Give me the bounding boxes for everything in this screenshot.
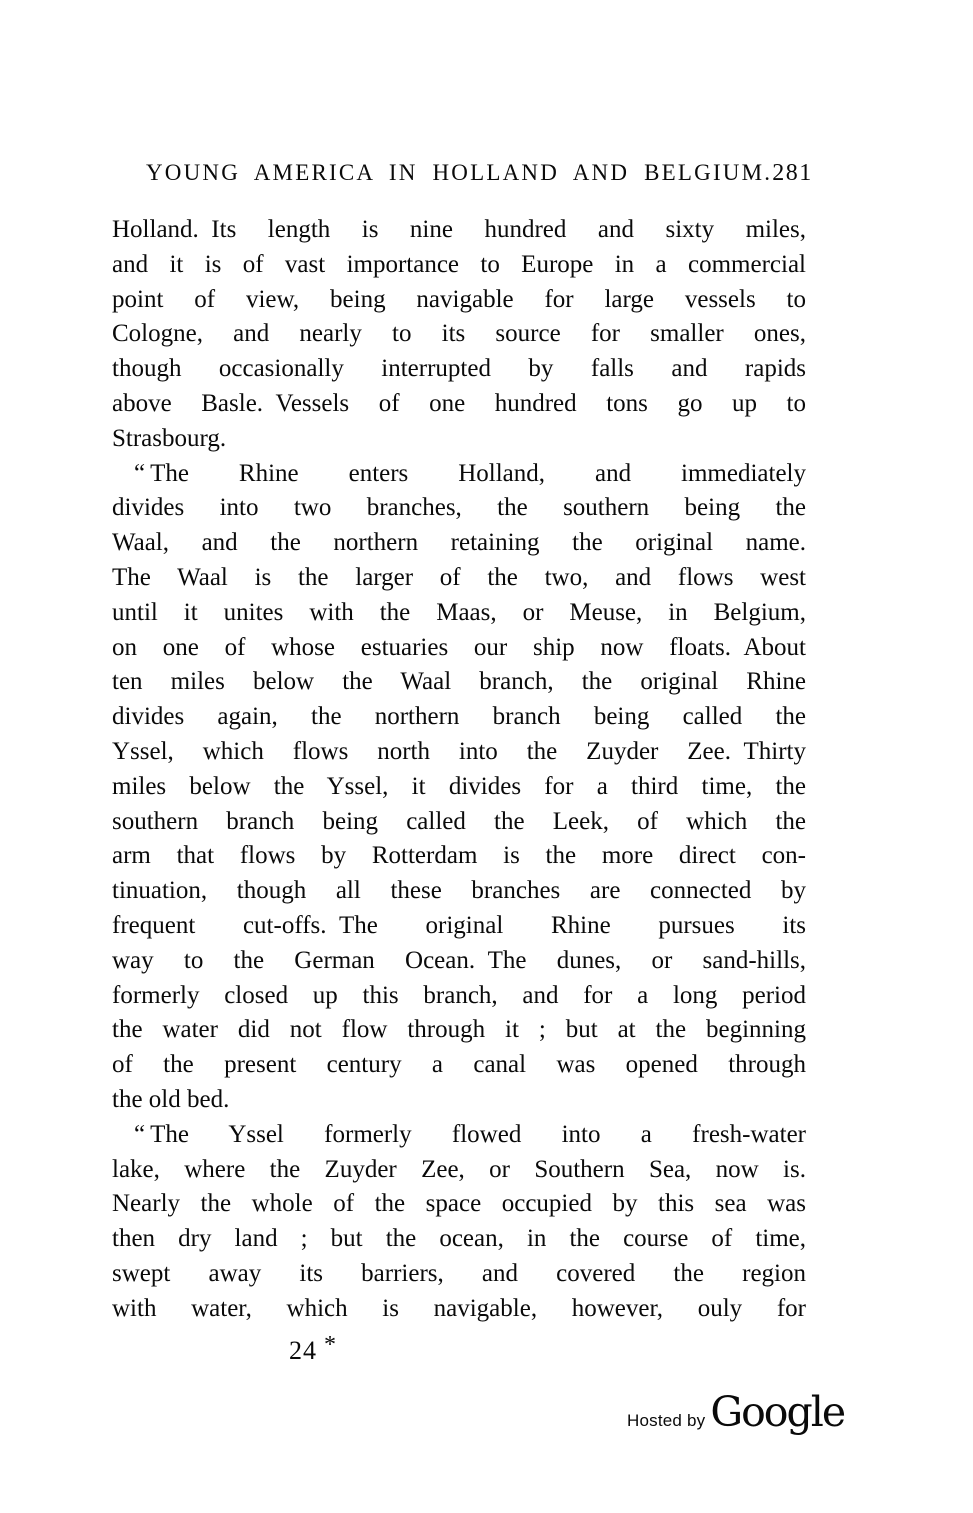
text-line: formerly closed up this branch, and for a long period [112, 981, 806, 1009]
paragraph [112, 213, 806, 457]
text-line: the old bed. [112, 1085, 230, 1113]
text-line: the water did not flow through it ; but at the beginning [112, 1016, 806, 1044]
text-line: with water, which is navigable, however, ouly for [112, 1294, 806, 1322]
text-line: “ The Yssel formerly flowed into a fresh-water [134, 1120, 806, 1148]
text-line: Yssel, which flows north into the Zuyder Zee. Thirty [112, 737, 806, 765]
page-header-title: YOUNG AMERICA IN HOLLAND AND BELGIUM. [146, 160, 773, 185]
text-line: Waal, and the northern retaining the original name. [112, 529, 806, 557]
text-line: ten miles below the Waal branch, the original Rhine [112, 668, 806, 696]
text-line: above Basle. Vessels of one hundred tons go up to [112, 389, 806, 417]
text-line: frequent cut-offs. The original Rhine pursues its [112, 911, 806, 939]
text-line: lake, where the Zuyder Zee, or Southern Sea, now is. [112, 1155, 806, 1183]
signature-star: * [324, 1332, 337, 1358]
body-text [112, 213, 806, 1327]
text-line: on one of whose estuaries our ship now floats. About [112, 633, 806, 661]
text-line: of the present century a canal was opened through [112, 1051, 806, 1079]
text-line: divides into two branches, the southern being the [112, 494, 806, 522]
text-line: southern branch being called the Leek, of which the [112, 807, 806, 835]
text-line: “ The Rhine enters Holland, and immediately [134, 459, 806, 487]
hosted-by-label: Hosted by [627, 1411, 706, 1430]
text-line: The Waal is the larger of the two, and flows west [112, 563, 806, 591]
page-number: 281 [772, 160, 813, 186]
google-logo: Google [710, 1388, 845, 1436]
text-line: Cologne, and nearly to its source for smaller ones, [112, 320, 806, 348]
text-line: Nearly the whole of the space occupied by this sea was [112, 1190, 806, 1218]
text-line: miles below the Yssel, it divides for a third time, the [112, 772, 806, 800]
signature-mark [289, 1332, 337, 1366]
paragraph [112, 1118, 806, 1327]
text-line: swept away its barriers, and covered the region [112, 1259, 806, 1287]
text-line: tinuation, though all these branches are connected by [112, 877, 806, 905]
text-line: way to the German Ocean. The dunes, or sand-hills, [112, 946, 806, 974]
text-line: then dry land ; but the ocean, in the course of time, [112, 1225, 806, 1253]
text-line: until it unites with the Maas, or Meuse, in Belgium, [112, 598, 806, 626]
text-line: Strasbourg. [112, 424, 227, 452]
signature-number: 24 [289, 1336, 317, 1365]
text-line: divides again, the northern branch being called the [112, 703, 806, 731]
hosted-by-google-footer [627, 1388, 845, 1436]
text-line: Holland. Its length is nine hundred and sixty miles, [112, 216, 806, 243]
text-line: and it is of vast importance to Europe in a commercial [112, 250, 806, 278]
running-head [112, 160, 813, 187]
paragraph [112, 457, 806, 1118]
text-line: arm that flows by Rotterdam is the more direct con- [112, 842, 806, 870]
text-line: point of view, being navigable for large vessels to [112, 285, 806, 313]
text-line: though occasionally interrupted by falls and rapids [112, 355, 806, 383]
